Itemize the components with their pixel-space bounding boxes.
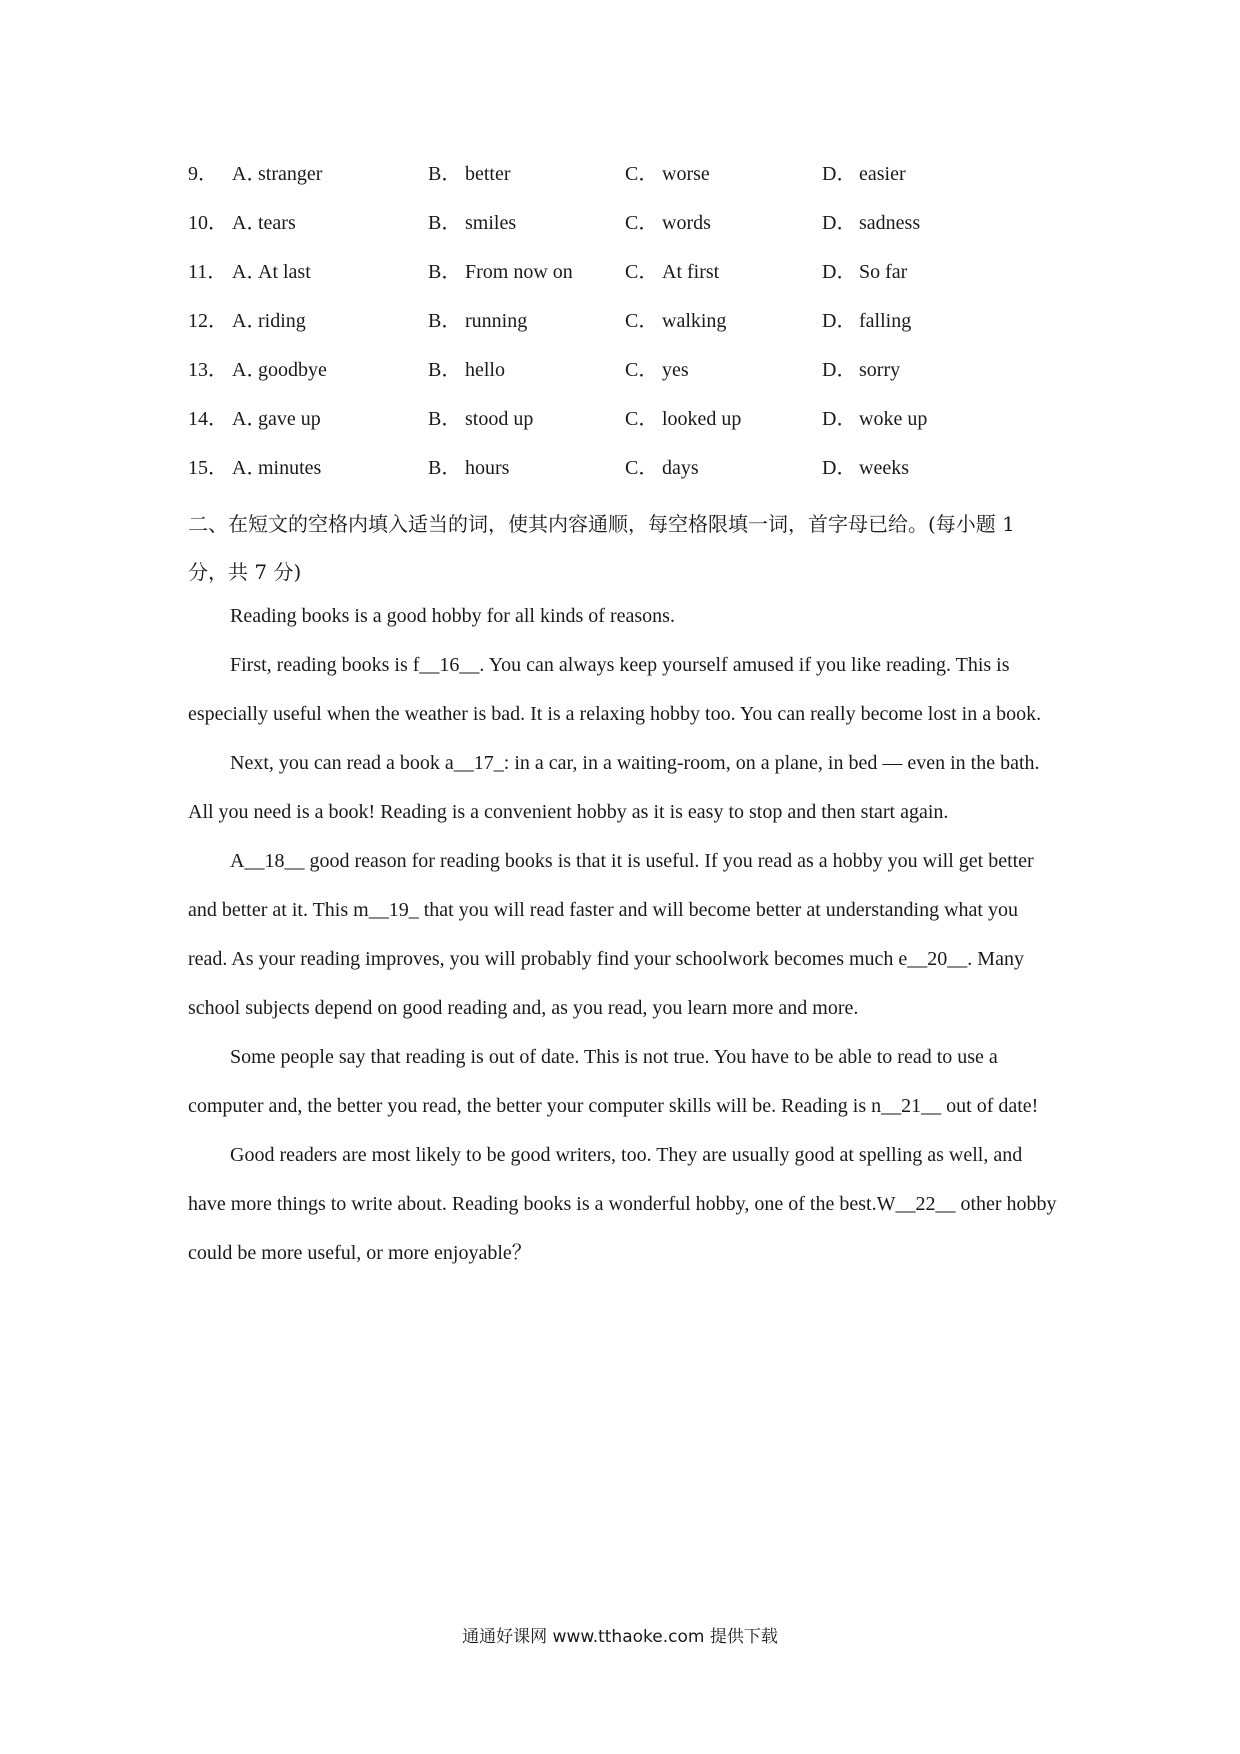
- option-d-text: falling: [859, 310, 912, 332]
- option-c-text: At first: [662, 261, 720, 283]
- option-d-text: sorry: [859, 359, 901, 381]
- option-a-label: A．: [232, 359, 267, 381]
- option-a-label: A．: [232, 457, 267, 479]
- option-b-label: B．: [428, 212, 462, 234]
- option-d-text: easier: [859, 163, 906, 185]
- passage-paragraph: Good readers are most likely to be good writers, too. They are usually good at spelling as well, and have more things to write about. Reading books is a wonderful hobby, one of the best.W__22__ other hobby could be more useful, or more enjoyable？: [188, 1144, 1057, 1264]
- option-a-label: A．: [232, 408, 267, 430]
- option-a-label: A．: [232, 163, 267, 185]
- option-d-label: D．: [822, 212, 857, 234]
- option-b-label: B．: [428, 359, 462, 381]
- option-b-label: B．: [428, 163, 462, 185]
- option-a-text: minutes: [258, 457, 322, 479]
- section-2-instruction: 二、在短文的空格内填入适当的词，使其内容通顺，每空格限填一词，首字母已给。(每小题 1 分，共 7 分): [188, 512, 1015, 584]
- question-number: 10．: [188, 212, 228, 234]
- option-d-text: So far: [859, 261, 908, 283]
- option-d-label: D．: [822, 359, 857, 381]
- option-c-text: worse: [662, 163, 710, 185]
- passage-paragraph: Reading books is a good hobby for all kinds of reasons.: [230, 605, 675, 627]
- option-b-text: From now on: [465, 261, 573, 283]
- option-c-label: C．: [625, 310, 659, 332]
- option-b-text: hello: [465, 359, 505, 381]
- question-number: 13．: [188, 359, 228, 381]
- option-a-label: A．: [232, 310, 267, 332]
- option-a-text: goodbye: [258, 359, 327, 381]
- option-b-label: B．: [428, 310, 462, 332]
- option-d-label: D．: [822, 163, 857, 185]
- option-b-text: better: [465, 163, 511, 185]
- option-c-text: looked up: [662, 408, 742, 430]
- option-d-label: D．: [822, 261, 857, 283]
- option-d-text: sadness: [859, 212, 921, 234]
- option-c-label: C．: [625, 408, 659, 430]
- option-b-text: stood up: [465, 408, 534, 430]
- option-c-text: walking: [662, 310, 727, 332]
- passage-paragraph: Some people say that reading is out of date. This is not true. You have to be able to read to use a computer and, the better you read, the better your computer skills will be. Reading is n__21__ out of date!: [188, 1046, 1039, 1117]
- option-c-label: C．: [625, 261, 659, 283]
- passage-paragraph: A__18__ good reason for reading books is that it is useful. If you read as a hobby you will get better and better at it. This m__19_ that you will read faster and will become better at understanding what you read. As your reading improves, you will probably find your schoolwork becomes much e__20__. Many school subjects depend on good reading and, as you read, you learn more and more.: [188, 850, 1034, 1019]
- option-c-text: yes: [662, 359, 689, 381]
- question-number: 9．: [188, 163, 218, 185]
- option-c-label: C．: [625, 359, 659, 381]
- option-d-text: weeks: [859, 457, 909, 479]
- option-a-text: At last: [258, 261, 311, 283]
- option-b-label: B．: [428, 408, 462, 430]
- option-a-text: gave up: [258, 408, 321, 430]
- page-footer: 通通好课网 www.tthaoke.com 提供下载: [462, 1627, 778, 1647]
- passage-paragraph: First, reading books is f__16__. You can always keep yourself amused if you like reading. This is especially useful when the weather is bad. It is a relaxing hobby too. You can really become lost in a book.: [188, 654, 1042, 725]
- question-number: 14．: [188, 408, 228, 430]
- option-a-text: riding: [258, 310, 306, 332]
- option-b-text: running: [465, 310, 528, 332]
- question-number: 15．: [188, 457, 228, 479]
- option-b-label: B．: [428, 261, 462, 283]
- option-a-label: A．: [232, 212, 267, 234]
- option-b-text: hours: [465, 457, 510, 479]
- option-c-label: C．: [625, 163, 659, 185]
- question-number: 11．: [188, 261, 228, 283]
- option-d-text: woke up: [859, 408, 928, 430]
- reading-passage: [188, 592, 1058, 1278]
- option-d-label: D．: [822, 408, 857, 430]
- option-d-label: D．: [822, 457, 857, 479]
- option-b-text: smiles: [465, 212, 517, 234]
- option-d-label: D．: [822, 310, 857, 332]
- question-number: 12．: [188, 310, 228, 332]
- option-a-label: A．: [232, 261, 267, 283]
- option-c-label: C．: [625, 457, 659, 479]
- option-a-text: stranger: [258, 163, 323, 185]
- option-b-label: B．: [428, 457, 462, 479]
- passage-paragraph: Next, you can read a book a__17_: in a car, in a waiting-room, on a plane, in bed — even in the bath. All you need is a book! Reading is a convenient hobby as it is easy to stop and then start again.: [188, 752, 1040, 823]
- option-c-text: words: [662, 212, 711, 234]
- option-c-label: C．: [625, 212, 659, 234]
- option-a-text: tears: [258, 212, 296, 234]
- option-c-text: days: [662, 457, 699, 479]
